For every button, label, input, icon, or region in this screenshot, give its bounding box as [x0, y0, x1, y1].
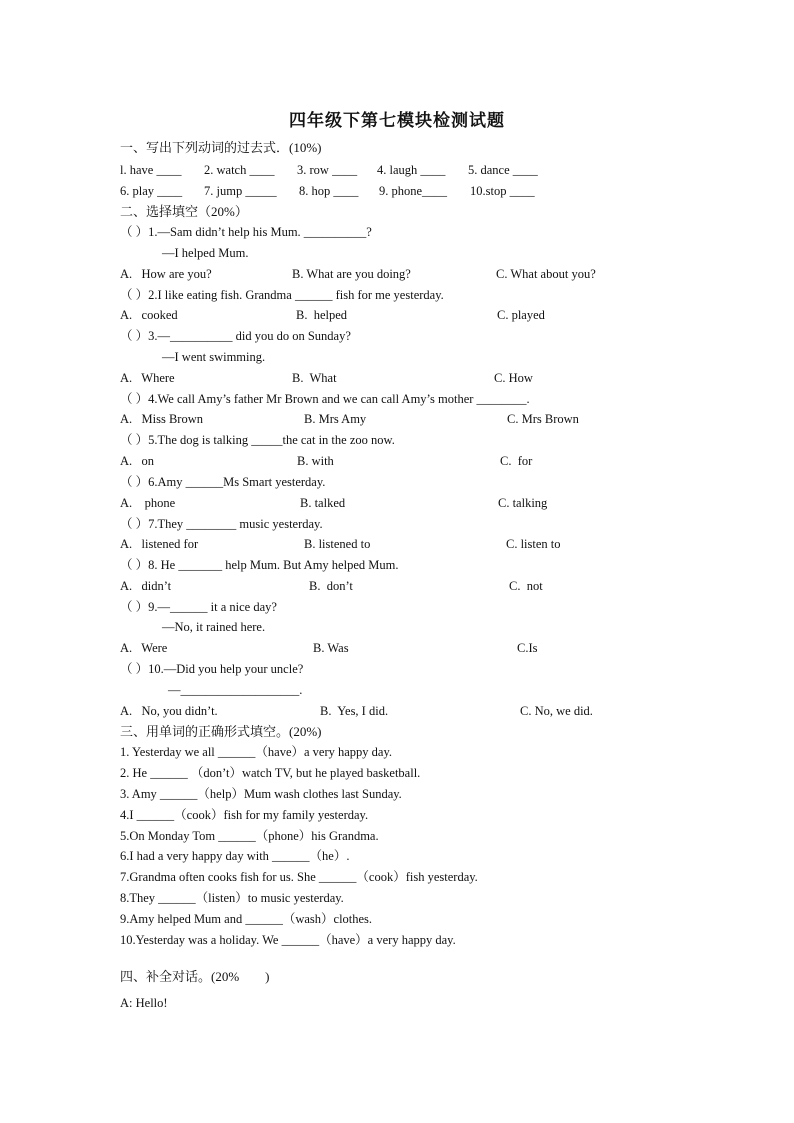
s3-item-7: 7.Grandma often cooks fish for us. She ______（cook）fish yesterday. [120, 870, 478, 884]
s3-item-5: 5.On Monday Tom ______（phone）his Grandma. [120, 829, 379, 843]
section-2-heading: 二、选择填空（20%） [120, 204, 248, 219]
q5-option-c: C. for [500, 454, 533, 468]
q6-option-a: A. phone [120, 496, 176, 510]
q6-option-c: C. talking [498, 496, 548, 510]
s3-item-8: 8.They ______（listen）to music yesterday. [120, 891, 344, 905]
s3-item-10: 10.Yesterday was a holiday. We ______（have）a very happy day. [120, 933, 456, 947]
q10-option-c: C. No, we did. [520, 704, 593, 718]
q2-option-b: B. helped [296, 308, 348, 322]
s3-item-1: 1. Yesterday we all ______（have）a very happy day. [120, 745, 393, 759]
q8-option-a: A. didn’t [120, 579, 172, 593]
s3-item-9: 9.Amy helped Mum and ______（wash）clothes. [120, 912, 373, 926]
q4-option-b: B. Mrs Amy [304, 412, 367, 426]
s1-item-4: 4. laugh ____ [377, 163, 446, 177]
q6-stem: （ ）6.Amy ______Ms Smart yesterday. [120, 475, 326, 489]
q3-stem: （ ）3.—__________ did you do on Sunday? [120, 329, 351, 343]
q3-reply: —I went swimming. [162, 350, 266, 364]
section-3-heading: 三、用单词的正确形式填空。(20%) [120, 724, 322, 739]
s3-item-4: 4.I ______（cook）fish for my family yesterday. [120, 808, 369, 822]
q2-option-a: A. cooked [120, 308, 178, 322]
s3-item-3: 3. Amy ______（help）Mum wash clothes last Sunday. [120, 787, 402, 801]
q8-option-c: C. not [509, 579, 543, 593]
s1-item-1: l. have ____ [120, 163, 182, 177]
s1-item-5: 5. dance ____ [468, 163, 538, 177]
q1-option-a: A. How are you? [120, 267, 212, 281]
s1-item-9: 9. phone____ [379, 184, 448, 198]
section-4-heading: 四、补全对话。(20% ) [120, 969, 270, 984]
q7-stem: （ ）7.They ________ music yesterday. [120, 517, 323, 531]
s1-item-7: 7. jump _____ [204, 184, 277, 198]
q4-option-a: A. Miss Brown [120, 412, 203, 426]
q1-stem: （ ）1.—Sam didn’t help his Mum. __________? [120, 225, 372, 239]
s1-item-10: 10.stop ____ [470, 184, 535, 198]
q7-option-b: B. listened to [304, 537, 371, 551]
q10-option-b: B. Yes, I did. [320, 704, 389, 718]
s1-item-2: 2. watch ____ [204, 163, 275, 177]
q9-reply: —No, it rained here. [162, 620, 266, 634]
q8-stem: （ ）8. He _______ help Mum. But Amy helped Mum. [120, 558, 399, 572]
q6-option-b: B. talked [300, 496, 346, 510]
q10-reply: —___________________. [168, 683, 303, 697]
dialogue-line-1: A: Hello! [120, 996, 168, 1010]
q4-stem: （ ）4.We call Amy’s father Mr Brown and we can call Amy’s mother ________. [120, 392, 530, 406]
q3-option-b: B. What [292, 371, 337, 385]
s3-item-6: 6.I had a very happy day with ______（he）. [120, 849, 350, 863]
q5-option-a: A. on [120, 454, 155, 468]
s1-item-8: 8. hop ____ [299, 184, 359, 198]
q4-option-c: C. Mrs Brown [507, 412, 579, 426]
q10-option-a: A. No, you didn’t. [120, 704, 218, 718]
page-title: 四年级下第七模块检测试题 [289, 111, 505, 130]
section-1-heading: 一、写出下列动词的过去式．(10%) [120, 140, 322, 155]
q3-option-c: C. How [494, 371, 533, 385]
q5-stem: （ ）5.The dog is talking _____the cat in the zoo now. [120, 433, 395, 447]
q1-option-c: C. What about you? [496, 267, 596, 281]
q1-option-b: B. What are you doing? [292, 267, 411, 281]
q2-stem: （ ）2.I like eating fish. Grandma ______ fish for me yesterday. [120, 288, 444, 302]
q5-option-b: B. with [297, 454, 334, 468]
q9-option-b: B. Was [313, 641, 349, 655]
q3-option-a: A. Where [120, 371, 175, 385]
s1-item-6: 6. play ____ [120, 184, 183, 198]
q9-option-c: C.Is [517, 641, 538, 655]
q7-option-c: C. listen to [506, 537, 561, 551]
q9-option-a: A. Were [120, 641, 168, 655]
q7-option-a: A. listened for [120, 537, 199, 551]
q8-option-b: B. don’t [309, 579, 353, 593]
s3-item-2: 2. He ______ （don’t）watch TV, but he played basketball. [120, 766, 421, 780]
q1-reply: —I helped Mum. [162, 246, 249, 260]
q9-stem: （ ）9.—______ it a nice day? [120, 600, 277, 614]
q2-option-c: C. played [497, 308, 545, 322]
s1-item-3: 3. row ____ [297, 163, 358, 177]
q10-stem: （ ）10.—Did you help your uncle? [120, 662, 304, 676]
